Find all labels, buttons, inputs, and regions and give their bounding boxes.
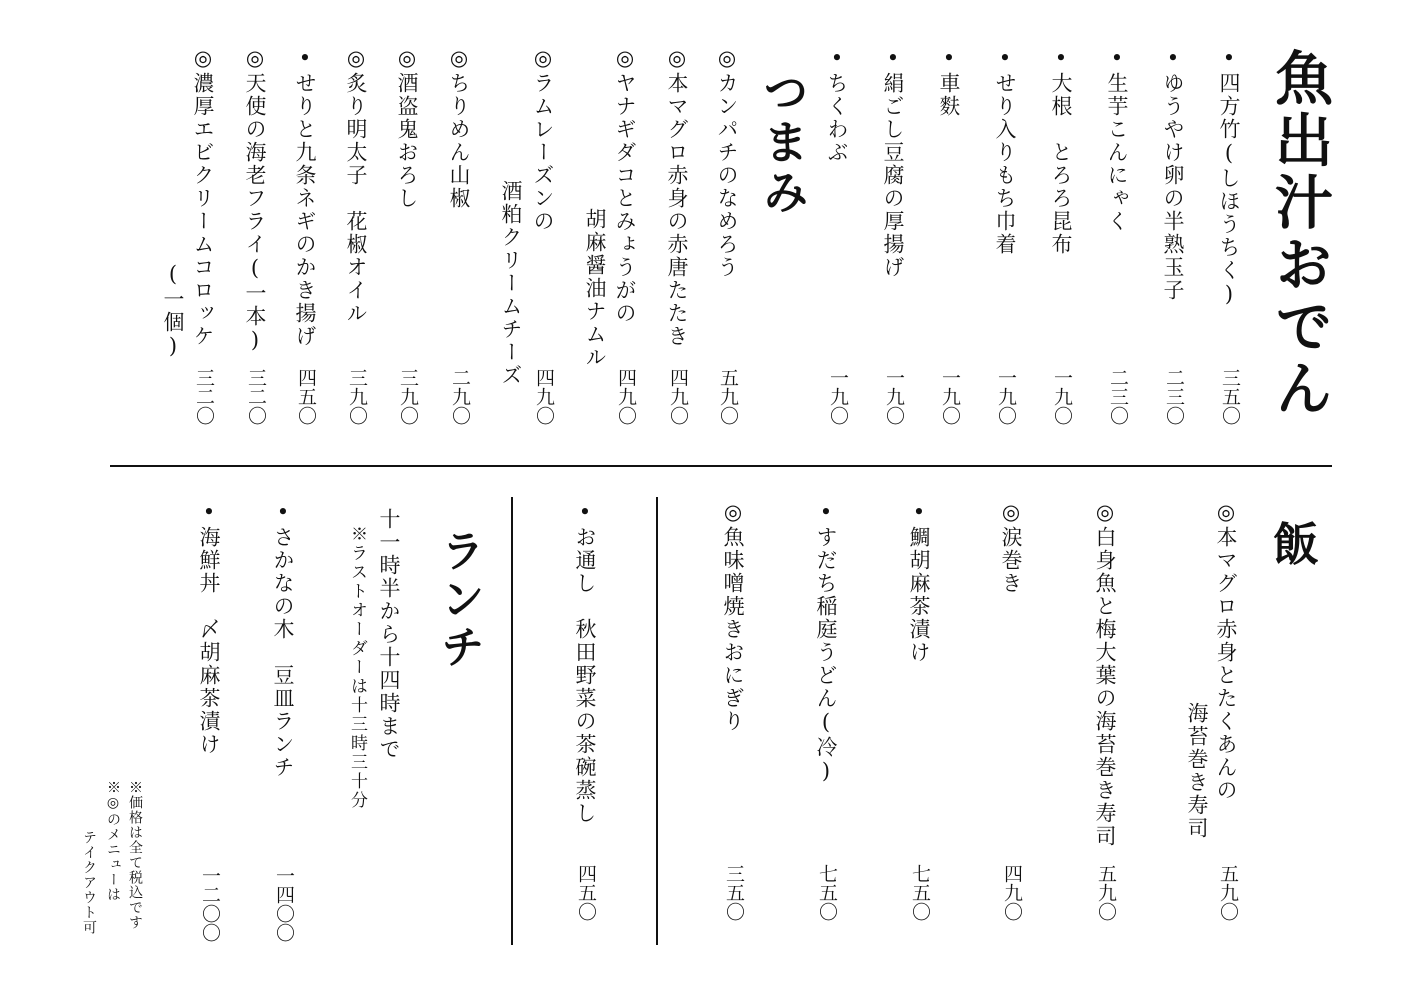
otoshi-item: •お通し 秋田野菜の茶碗蒸し: [573, 500, 597, 825]
menu-item: ◎白身魚と梅大葉の海苔巻き寿司: [1093, 500, 1117, 848]
menu-item: ◎濃厚エビクリームコロッケ: [191, 46, 215, 348]
menu-item: •すだち稲庭うどん(冷): [814, 500, 838, 785]
menu-price: 四九〇: [667, 368, 689, 425]
menu-item: •四方竹(しほうちく): [1217, 46, 1241, 308]
note-tax: ※価格は全て税込です: [127, 780, 143, 930]
lunch-last-order: ※ラストオーダーは十三時三十分: [347, 525, 367, 810]
menu-price: 三九〇: [397, 368, 419, 425]
menu-price: 一二〇〇: [199, 866, 221, 942]
menu-price: 一九〇: [883, 368, 905, 425]
menu-item: •海鮮丼 〆胡麻茶漬け: [197, 500, 221, 756]
menu-price: 四五〇: [575, 864, 597, 921]
menu-item: ◎ヤナギダコとみょうがの: [613, 46, 637, 325]
menu-price: 一四〇〇: [273, 866, 295, 942]
section-title-tsumami: つまみ: [756, 68, 810, 218]
menu-item: •絹ごし豆腐の厚揚げ: [881, 46, 905, 279]
menu-item: •鯛胡麻茶漬け: [907, 500, 931, 664]
note-takeout-cont: テイクアウト可: [81, 830, 97, 935]
menu-item: •ちくわぶ: [825, 46, 849, 164]
vertical-divider: [656, 497, 658, 945]
menu-price: 三二〇: [193, 368, 215, 425]
menu-price: 五九〇: [1095, 864, 1117, 921]
menu-price: 一九〇: [939, 368, 961, 425]
menu-price: 二三〇: [1163, 368, 1185, 425]
section-title-lunch: ランチ: [433, 528, 484, 672]
menu-item: •さかなの木 豆皿ランチ: [271, 500, 295, 779]
section-title-oden: 魚出汁おでん: [1265, 48, 1333, 420]
menu-item: •ゆうやけ卵の半熟玉子: [1161, 46, 1185, 302]
menu-price: 三五〇: [1219, 368, 1241, 425]
menu-price: 三九〇: [346, 368, 368, 425]
menu-item: ◎魚味噌焼きおにぎり: [721, 500, 745, 733]
menu-item: ◎本マグロ赤身の赤唐たたき: [665, 46, 689, 348]
menu-item-sub: 海苔巻き寿司: [1185, 702, 1209, 840]
menu-item-sub: 酒粕クリームチーズ: [499, 180, 523, 387]
horizontal-divider: [110, 465, 1332, 467]
menu-price: 五九〇: [1217, 864, 1239, 921]
menu-item: •生芋こんにゃく: [1105, 46, 1129, 233]
menu-price: 四九〇: [1001, 864, 1023, 921]
menu-price: 三二〇: [245, 368, 267, 425]
menu-item: ◎ラムレーズンの: [531, 46, 555, 233]
menu-item-sub: (一個): [161, 262, 185, 360]
menu-item: •せり入りもち巾着: [993, 46, 1017, 256]
menu-item: ◎酒盗鬼おろし: [395, 46, 419, 210]
menu-price: 四五〇: [295, 368, 317, 425]
menu-item: •せりと九条ネギのかき揚げ: [293, 46, 317, 348]
menu-item: ◎ちりめん山椒: [447, 46, 471, 210]
menu-price: 二九〇: [449, 368, 471, 425]
section-title-meshi: 飯: [1266, 520, 1320, 570]
note-takeout: ※◎のメニューは: [105, 780, 121, 902]
menu-item: •車麩: [937, 46, 961, 118]
menu-price: 一九〇: [1051, 368, 1073, 425]
menu-price: 一九〇: [827, 368, 849, 425]
lunch-hours: 十一時半から十四時まで: [377, 508, 401, 761]
menu-item: ◎本マグロ赤身とたくあんの: [1214, 500, 1238, 802]
menu-price: 四九〇: [533, 368, 555, 425]
menu-item-sub: 胡麻醤油ナムル: [583, 208, 607, 369]
menu-item: ◎カンパチのなめろう: [715, 46, 739, 279]
menu-price: 四九〇: [615, 368, 637, 425]
menu-item: ◎天使の海老フライ(一本): [243, 46, 267, 354]
menu-price: 五九〇: [717, 368, 739, 425]
vertical-divider: [511, 497, 513, 945]
menu-price: 三五〇: [723, 864, 745, 921]
menu-price: 二三〇: [1107, 368, 1129, 425]
menu-price: 七五〇: [909, 864, 931, 921]
menu-item: ◎涙巻き: [999, 500, 1023, 595]
menu-item: •大根 とろろ昆布: [1049, 46, 1073, 256]
menu-item: ◎炙り明太子 花椒オイル: [344, 46, 368, 325]
menu-price: 一九〇: [995, 368, 1017, 425]
menu-price: 七五〇: [816, 864, 838, 921]
